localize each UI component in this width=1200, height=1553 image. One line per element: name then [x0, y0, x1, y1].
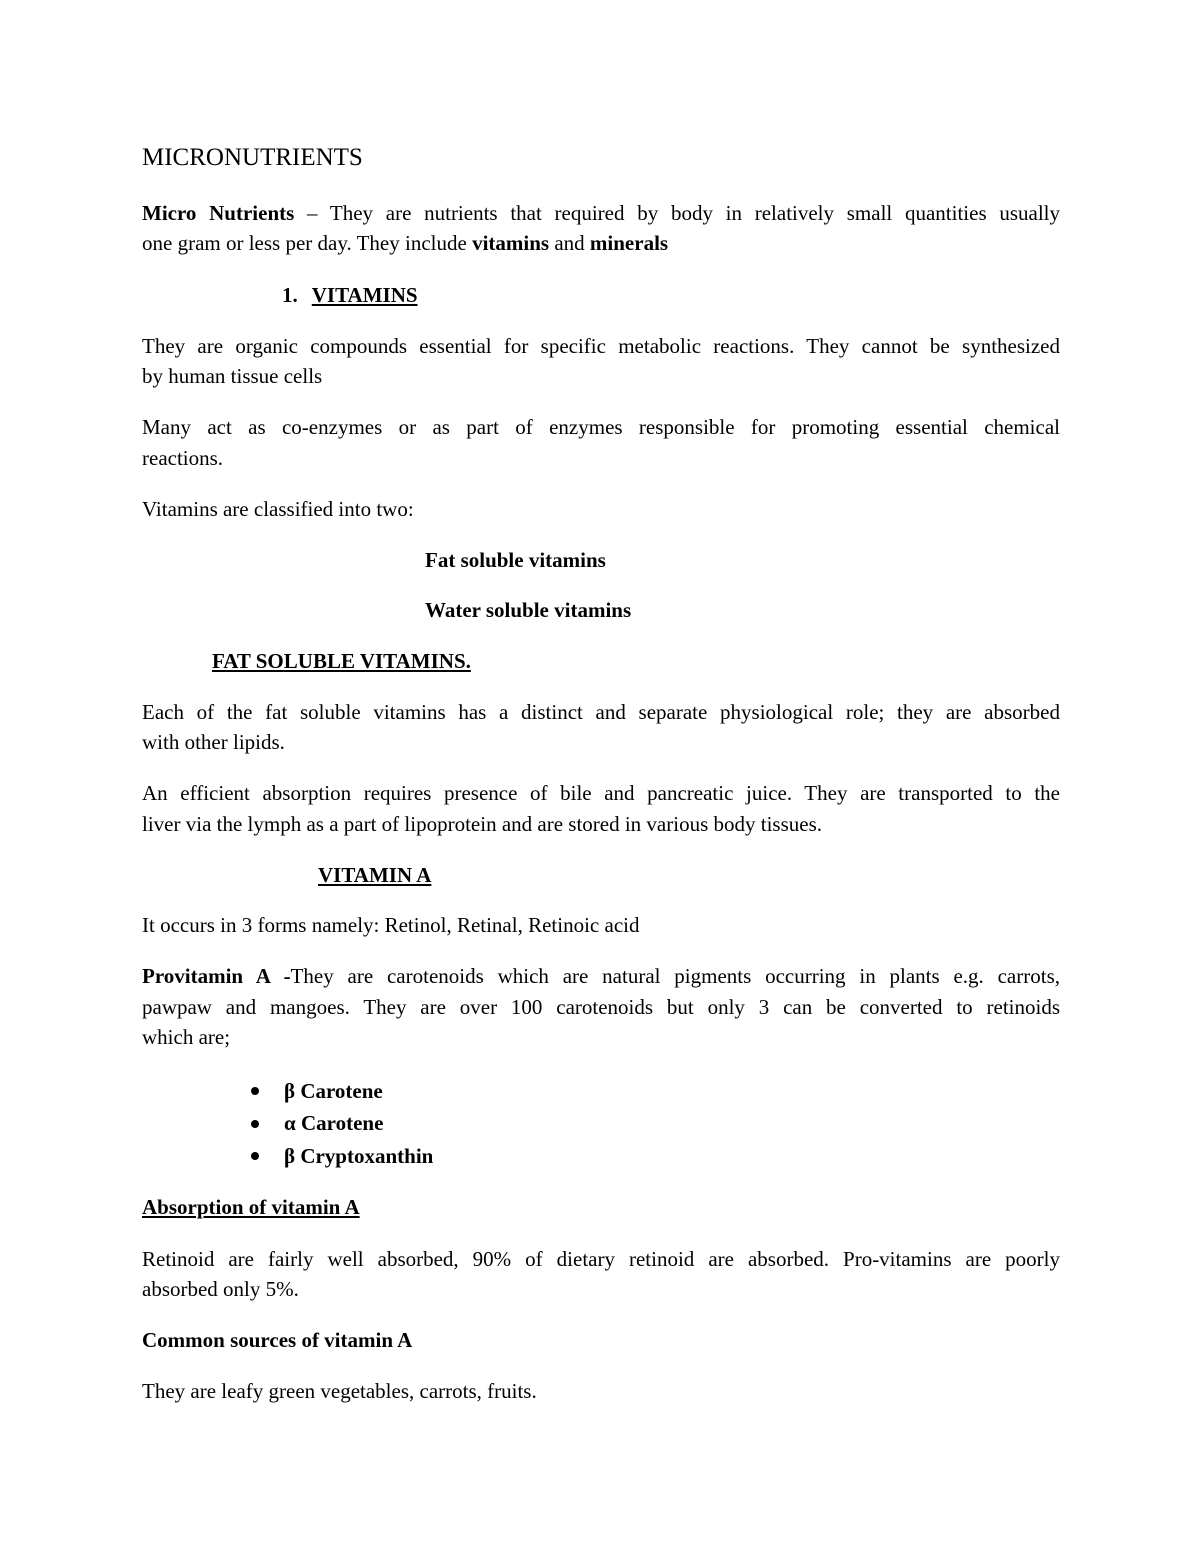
absorption-line-2: absorbed only 5%.	[142, 1277, 299, 1301]
vitamin-a-heading: VITAMIN A	[318, 863, 432, 887]
provitamin-term: Provitamin A -	[142, 964, 291, 988]
fat-para1-line1: Each of the fat soluble vitamins has a distinct and separate physiological role; they are absorbed	[142, 700, 1060, 724]
intro-line1-text: – They are nutrients that required by body in relatively small quantities usually	[294, 201, 1060, 225]
absorption-line-1: Retinoid are fairly well absorbed, 90% of dietary retinoid are absorbed. Pro-vitamins are poorly	[142, 1247, 1060, 1271]
provitamin-line-1	[142, 961, 1060, 992]
list-item: β Cryptoxanthin	[284, 1144, 434, 1168]
fat-para2-line1: An efficient absorption requires presence of bile and pancreatic juice. They are transported to the	[142, 781, 1060, 805]
bullet-icon	[251, 1120, 259, 1128]
bullet-icon	[251, 1152, 259, 1160]
sources-text: They are leafy green vegetables, carrots, fruits.	[142, 1379, 537, 1403]
class-fat-soluble: Fat soluble vitamins	[425, 548, 606, 572]
intro-term: Micro Nutrients	[142, 201, 295, 225]
classified-text: Vitamins are classified into two:	[142, 497, 414, 521]
minerals-word: minerals	[589, 231, 669, 255]
vitamins-para1-line2: by human tissue cells	[142, 364, 323, 388]
intro-line2-text: one gram or less per day. They include	[142, 231, 473, 255]
fat-para1-line2: with other lipids.	[142, 730, 285, 754]
intro-line-2	[142, 228, 1060, 259]
vitamins-heading-number: 1.	[282, 283, 298, 307]
document-title: MICRONUTRIENTS	[142, 144, 363, 171]
fat-soluble-heading: FAT SOLUBLE VITAMINS.	[212, 649, 471, 673]
vitamins-heading-label: VITAMINS	[311, 283, 418, 307]
intro-line-1	[142, 198, 1060, 229]
vitamins-word: vitamins	[472, 231, 550, 255]
vitamins-para2-line1: Many act as co-enzymes or as part of enzymes responsible for promoting essential chemical	[142, 415, 1060, 439]
absorption-heading: Absorption of vitamin A	[142, 1195, 360, 1219]
vitamins-para2-line2: reactions.	[142, 446, 224, 470]
provitamin-line-2: pawpaw and mangoes. They are over 100 carotenoids but only 3 can be converted to retinoids	[142, 995, 1060, 1019]
vitamins-heading	[282, 280, 418, 311]
list-item: β Carotene	[284, 1079, 383, 1103]
class-water-soluble: Water soluble vitamins	[425, 598, 632, 622]
provitamin-line-3: which are;	[142, 1025, 231, 1049]
provitamin-line1-text: They are carotenoids which are natural pigments occurring in plants e.g. carrots,	[290, 964, 1060, 988]
sources-heading: Common sources of vitamin A	[142, 1328, 413, 1352]
fat-para2-line2: liver via the lymph as a part of lipoprotein and are stored in various body tissues.	[142, 812, 823, 836]
forms-text: It occurs in 3 forms namely: Retinol, Retinal, Retinoic acid	[142, 913, 640, 937]
list-item: α Carotene	[284, 1111, 384, 1135]
and-word: and	[549, 231, 590, 255]
vitamins-para1-line1: They are organic compounds essential for specific metabolic reactions. They cannot be synthesized	[142, 334, 1060, 358]
bullet-icon	[251, 1087, 259, 1095]
